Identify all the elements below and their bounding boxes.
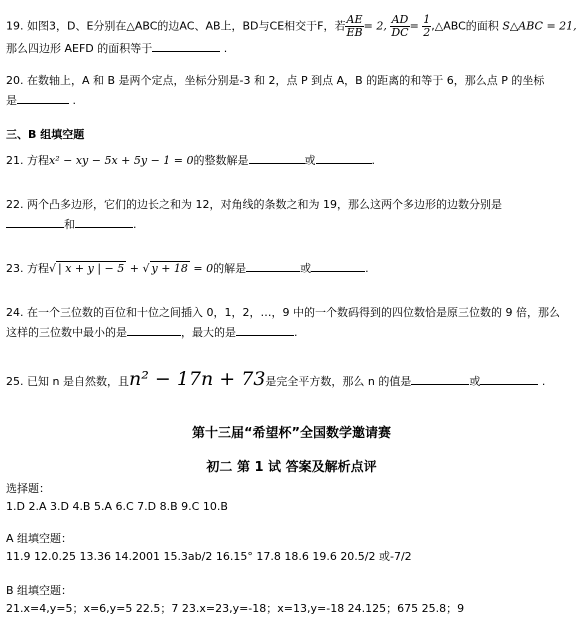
answer-blank bbox=[6, 216, 64, 228]
radicand-1: | x + y | − 5 bbox=[58, 262, 125, 275]
question-24-line1: 24. 在一个三位数的百位和十位之间插入 0，1，2，…，9 中的一个数码得到的四位数恰是原三位数的 9 倍，那么 bbox=[6, 306, 560, 319]
question-25: 25. 已知 n 是自然数，且n² − 17n + 73是完全平方数，那么 n 的值是 或 . bbox=[6, 368, 546, 390]
answer-blank bbox=[236, 324, 294, 336]
question-21: 21. 方程x² − xy − 5x + 5y − 1 = 0的整数解是 或 . bbox=[6, 154, 375, 167]
answer-blank bbox=[127, 324, 181, 336]
question-19-line2: 那么四边形 AEFD 的面积等于 . bbox=[6, 42, 228, 55]
answer-blank bbox=[411, 373, 469, 385]
group-a-answers: 11.9 12.0.25 13.36 14.2001 15.3ab/2 16.15° 17.8 18.6 19.6 20.5/2 或-7/2 bbox=[6, 550, 412, 563]
expression: n² − 17n + 73 bbox=[128, 368, 266, 390]
answer-blank bbox=[75, 216, 133, 228]
answer-section-title: 初二 第 1 试 答案及解析点评 bbox=[206, 460, 377, 475]
group-b-answers: 21.x=4,y=5；x=6,y=5 22.5；7 23.x=23,y=-18；x=13,y=-18 24.125；675 25.8；9 bbox=[6, 602, 465, 615]
answer-blank bbox=[480, 373, 538, 385]
equation: x² − xy − 5x + 5y − 1 = 0 bbox=[49, 154, 194, 167]
radicand-2: y + 18 bbox=[151, 262, 188, 275]
choice-answers: 1.D 2.A 3.D 4.B 5.A 6.C 7.D 8.B 9.C 10.B bbox=[6, 500, 228, 513]
answer-blank bbox=[316, 152, 372, 164]
question-20-line2: 是 . bbox=[6, 94, 76, 107]
question-22-line2: 和 . bbox=[6, 216, 137, 232]
question-22-line1: 22. 两个凸多边形，它们的边长之和为 12，对角线的条数之和为 19，那么这两个多边形的边数分别是 bbox=[6, 198, 502, 211]
group-b-label: B 组填空题： bbox=[6, 584, 73, 597]
fraction-one-half: $\frac{1}{2}$ bbox=[423, 13, 431, 39]
fraction-ae-eb: $\frac{AE}{EB}$ bbox=[346, 13, 363, 39]
question-23: 23. 方程√ | x + y | − 5 + √ y + 18 = 0的解是 或 . bbox=[6, 262, 369, 275]
question-20-line1: 20. 在数轴上，A 和 B 是两个定点，坐标分别是-3 和 2，点 P 到点 A，B 的距离的和等于 6，那么点 P 的坐标 bbox=[6, 74, 545, 87]
section-heading-b: 三、B 组填空题 bbox=[6, 128, 85, 141]
question-19-line1: 19. 如图3，D、E分别在△ABC的边AC、AB上，BD与CE相交于F，若 $\frac{AE}{EB}$ = 2, $\frac{AD}{DC}$ = $\frac{1}{2}$ ,△ABC的面积 S△ABC = 21, bbox=[6, 13, 577, 39]
area-expression: S△ABC = 21, bbox=[502, 19, 577, 33]
question-24-line2: 这样的三位数中最小的是 ，最大的是 . bbox=[6, 326, 298, 339]
contest-title: 第十三届“希望杯”全国数学邀请赛 bbox=[191, 426, 392, 441]
fraction-ad-dc: $\frac{AD}{DC}$ bbox=[391, 13, 409, 39]
group-a-label: A 组填空题： bbox=[6, 532, 73, 545]
choice-label: 选择题： bbox=[6, 482, 50, 495]
answer-blank bbox=[246, 260, 300, 272]
answer-blank bbox=[311, 260, 365, 272]
answer-blank bbox=[152, 40, 220, 52]
answer-blank bbox=[249, 152, 305, 164]
answer-blank bbox=[17, 92, 69, 104]
